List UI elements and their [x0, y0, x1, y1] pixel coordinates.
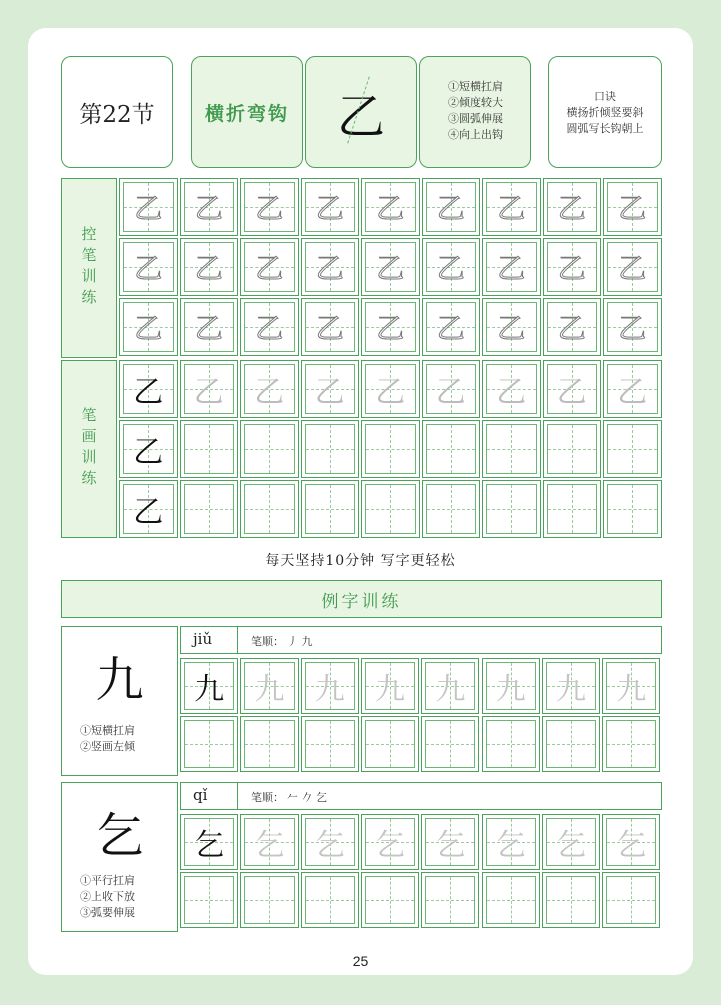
control-practice-cell[interactable] [422, 298, 481, 356]
pinyin: qǐ [193, 786, 208, 804]
practice-glyph: 乙 [436, 312, 465, 345]
stroke-practice-cell[interactable] [301, 480, 360, 538]
example-practice-cell[interactable] [421, 872, 479, 928]
example-practice-cell[interactable] [421, 716, 479, 772]
control-practice-cell[interactable] [301, 238, 360, 296]
control-practice-cell[interactable] [482, 178, 541, 236]
control-practice-cell[interactable] [543, 238, 602, 296]
example-glyph: 乞 [314, 828, 345, 863]
example-glyph: 乞 [194, 828, 225, 863]
example-char: 九 [95, 652, 144, 708]
stroke-order-label: 笔顺： [251, 791, 284, 804]
stroke-tip: ③圆弧伸展 [448, 112, 503, 125]
pinyin-divider [237, 783, 238, 809]
control-practice-cell[interactable] [543, 298, 602, 356]
example-glyph: 九 [254, 672, 285, 707]
control-practice-cell[interactable] [543, 178, 602, 236]
practice-glyph: 乙 [376, 252, 405, 285]
stroke-practice-cell[interactable] [240, 360, 299, 418]
control-practice-cell[interactable] [301, 178, 360, 236]
practice-glyph: 乙 [497, 192, 526, 225]
practice-glyph: 乙 [194, 252, 223, 285]
stroke-name-box [191, 56, 303, 168]
example-practice-cell[interactable] [301, 872, 359, 928]
example-tip: ①短横扛肩 [80, 724, 135, 737]
example-practice-cell[interactable] [542, 716, 600, 772]
example-practice-cell[interactable] [602, 814, 660, 870]
example-practice-cell[interactable] [240, 658, 298, 714]
stroke-practice-cell[interactable] [361, 480, 420, 538]
practice-glyph: 乙 [193, 375, 224, 410]
example-practice-cell[interactable] [180, 814, 238, 870]
example-practice-cell[interactable] [421, 814, 479, 870]
control-practice-cell[interactable] [603, 238, 662, 296]
example-practice-cell[interactable] [602, 716, 660, 772]
section-number-box [61, 56, 173, 168]
stroke-demo-box [305, 56, 417, 168]
example-practice-cell[interactable] [240, 814, 298, 870]
practice-glyph: 乙 [376, 192, 405, 225]
rhyme-line: 圆弧写长钩朝上 [566, 122, 644, 135]
slogan: 每天坚持10分钟 写字更轻松 [265, 553, 456, 569]
worksheet-page [28, 28, 693, 975]
example-practice-cell[interactable] [361, 658, 419, 714]
example-glyph: 九 [495, 672, 526, 707]
control-practice-cell[interactable] [603, 298, 662, 356]
example-char: 乞 [95, 808, 144, 864]
control-practice-cell[interactable] [361, 298, 420, 356]
practice-glyph: 乙 [436, 192, 465, 225]
stroke-practice-cell[interactable] [482, 420, 541, 478]
example-glyph: 乞 [254, 828, 285, 863]
pinyin-bar [180, 626, 662, 654]
example-practice-cell[interactable] [180, 658, 238, 714]
control-practice-cell[interactable] [119, 178, 178, 236]
example-practice-cell[interactable] [542, 658, 600, 714]
stroke-practice-cell[interactable] [180, 360, 239, 418]
example-practice-cell[interactable] [361, 716, 419, 772]
rhyme-box [548, 56, 662, 168]
example-glyph: 九 [555, 672, 586, 707]
control-practice-cell[interactable] [180, 298, 239, 356]
pinyin: jiǔ [193, 630, 213, 648]
rhyme-line: 横扬折倾竖要斜 [566, 106, 644, 119]
stroke-practice-cell[interactable] [180, 480, 239, 538]
practice-glyph: 乙 [556, 375, 587, 410]
example-glyph: 乞 [555, 828, 586, 863]
control-practice-cell[interactable] [240, 238, 299, 296]
example-glyph: 九 [194, 672, 225, 707]
control-label-column [61, 178, 117, 358]
stroke-order: 𠂉 𠂊 乞 [287, 791, 327, 804]
stroke-name: 横折弯钩 [204, 102, 289, 125]
practice-glyph: 乙 [557, 192, 586, 225]
example-practice-cell[interactable] [180, 716, 238, 772]
practice-glyph: 乙 [194, 192, 223, 225]
control-practice-cell[interactable] [422, 238, 481, 296]
example-tip: ②竖画左倾 [80, 740, 135, 753]
example-practice-cell[interactable] [361, 872, 419, 928]
example-glyph: 乞 [616, 828, 647, 863]
stroke-label: 笔画训练 [79, 407, 98, 491]
control-practice-cell[interactable] [119, 298, 178, 356]
practice-glyph: 乙 [557, 312, 586, 345]
practice-glyph: 乙 [254, 375, 285, 410]
example-card-jiu [61, 626, 178, 776]
stroke-practice-cell[interactable] [119, 420, 178, 478]
example-glyph: 九 [616, 672, 647, 707]
stroke-practice-cell[interactable] [422, 360, 481, 418]
stroke-practice-cell[interactable] [543, 360, 602, 418]
practice-glyph: 乙 [617, 375, 648, 410]
stroke-practice-cell[interactable] [119, 360, 178, 418]
control-practice-cell[interactable] [361, 178, 420, 236]
practice-glyph: 乙 [133, 375, 164, 410]
example-practice-cell[interactable] [482, 814, 540, 870]
pinyin-bar [180, 782, 662, 810]
example-tip: ②上收下放 [80, 890, 135, 903]
practice-glyph: 乙 [497, 312, 526, 345]
practice-glyph: 乙 [255, 312, 284, 345]
example-practice-cell[interactable] [301, 814, 359, 870]
example-practice-cell[interactable] [482, 716, 540, 772]
stroke-practice-cell[interactable] [603, 420, 662, 478]
practice-glyph: 乙 [618, 252, 647, 285]
stroke-order: 丿 九 [287, 635, 313, 648]
example-practice-cell[interactable] [602, 872, 660, 928]
stroke-tips-box [419, 56, 531, 168]
control-practice-cell[interactable] [119, 238, 178, 296]
control-practice-cell[interactable] [301, 298, 360, 356]
pinyin-divider [237, 627, 238, 653]
stroke-label-column [61, 360, 117, 538]
practice-glyph: 乙 [436, 252, 465, 285]
practice-glyph: 乙 [496, 375, 527, 410]
practice-glyph: 乙 [133, 495, 164, 530]
practice-glyph: 乙 [618, 192, 647, 225]
stroke-practice-cell[interactable] [422, 480, 481, 538]
practice-glyph: 乙 [315, 252, 344, 285]
stroke-practice-cell[interactable] [482, 360, 541, 418]
example-practice-cell[interactable] [361, 814, 419, 870]
example-practice-cell[interactable] [542, 872, 600, 928]
practice-glyph: 乙 [194, 312, 223, 345]
example-practice-cell[interactable] [301, 716, 359, 772]
section-number: 第22节 [79, 101, 155, 128]
control-practice-cell[interactable] [180, 178, 239, 236]
example-glyph: 乞 [495, 828, 526, 863]
practice-glyph: 乙 [314, 375, 345, 410]
example-glyph: 九 [435, 672, 466, 707]
stroke-practice-cell[interactable] [180, 420, 239, 478]
example-practice-cell[interactable] [542, 814, 600, 870]
practice-glyph: 乙 [255, 192, 284, 225]
control-practice-cell[interactable] [482, 238, 541, 296]
example-practice-cell[interactable] [240, 716, 298, 772]
stroke-practice-cell[interactable] [543, 480, 602, 538]
example-card-qi [61, 782, 178, 932]
stroke-tip: ②倾度较大 [448, 96, 503, 109]
practice-glyph: 乙 [618, 312, 647, 345]
stroke-practice-cell[interactable] [482, 480, 541, 538]
example-practice-cell[interactable] [482, 658, 540, 714]
rhyme-title: 口诀 [594, 90, 616, 103]
control-practice-cell[interactable] [180, 238, 239, 296]
practice-glyph: 乙 [376, 312, 405, 345]
example-title: 例字训练 [321, 591, 402, 612]
page-number: 25 [352, 953, 369, 969]
practice-glyph: 乙 [497, 252, 526, 285]
stroke-practice-cell[interactable] [361, 360, 420, 418]
stroke-tip: ①短横扛肩 [448, 80, 503, 93]
practice-glyph: 乙 [133, 435, 164, 470]
stroke-practice-cell[interactable] [543, 420, 602, 478]
practice-glyph: 乙 [134, 192, 163, 225]
stroke-practice-cell[interactable] [361, 420, 420, 478]
control-practice-cell[interactable] [240, 178, 299, 236]
control-label: 控笔训练 [79, 226, 98, 310]
practice-glyph: 乙 [134, 312, 163, 345]
example-practice-cell[interactable] [421, 658, 479, 714]
example-practice-cell[interactable] [180, 872, 238, 928]
control-practice-cell[interactable] [361, 238, 420, 296]
example-practice-cell[interactable] [482, 872, 540, 928]
stroke-practice-cell[interactable] [119, 480, 178, 538]
practice-glyph: 乙 [315, 192, 344, 225]
practice-glyph: 乙 [375, 375, 406, 410]
control-practice-cell[interactable] [482, 298, 541, 356]
example-glyph: 乞 [375, 828, 406, 863]
stroke-practice-cell[interactable] [240, 480, 299, 538]
stroke-practice-cell[interactable] [422, 420, 481, 478]
practice-glyph: 乙 [435, 375, 466, 410]
practice-glyph: 乙 [315, 312, 344, 345]
stroke-practice-cell[interactable] [301, 420, 360, 478]
practice-glyph: 乙 [134, 252, 163, 285]
example-practice-cell[interactable] [240, 872, 298, 928]
example-tip: ③弧要伸展 [80, 906, 135, 919]
example-glyph: 乞 [435, 828, 466, 863]
stroke-practice-cell[interactable] [603, 480, 662, 538]
practice-glyph: 乙 [255, 252, 284, 285]
example-tip: ①平行扛肩 [80, 874, 135, 887]
control-practice-cell[interactable] [240, 298, 299, 356]
stroke-tip: ④向上出钩 [448, 128, 503, 141]
stroke-practice-cell[interactable] [603, 360, 662, 418]
example-title-bar [61, 580, 662, 618]
control-practice-cell[interactable] [603, 178, 662, 236]
example-practice-cell[interactable] [602, 658, 660, 714]
stroke-practice-cell[interactable] [240, 420, 299, 478]
example-glyph: 九 [375, 672, 406, 707]
example-practice-cell[interactable] [301, 658, 359, 714]
control-practice-cell[interactable] [422, 178, 481, 236]
stroke-demo-glyph: 乙 [336, 88, 385, 145]
stroke-practice-cell[interactable] [301, 360, 360, 418]
stroke-order-label: 笔顺： [251, 635, 284, 648]
practice-glyph: 乙 [557, 252, 586, 285]
example-glyph: 九 [314, 672, 345, 707]
